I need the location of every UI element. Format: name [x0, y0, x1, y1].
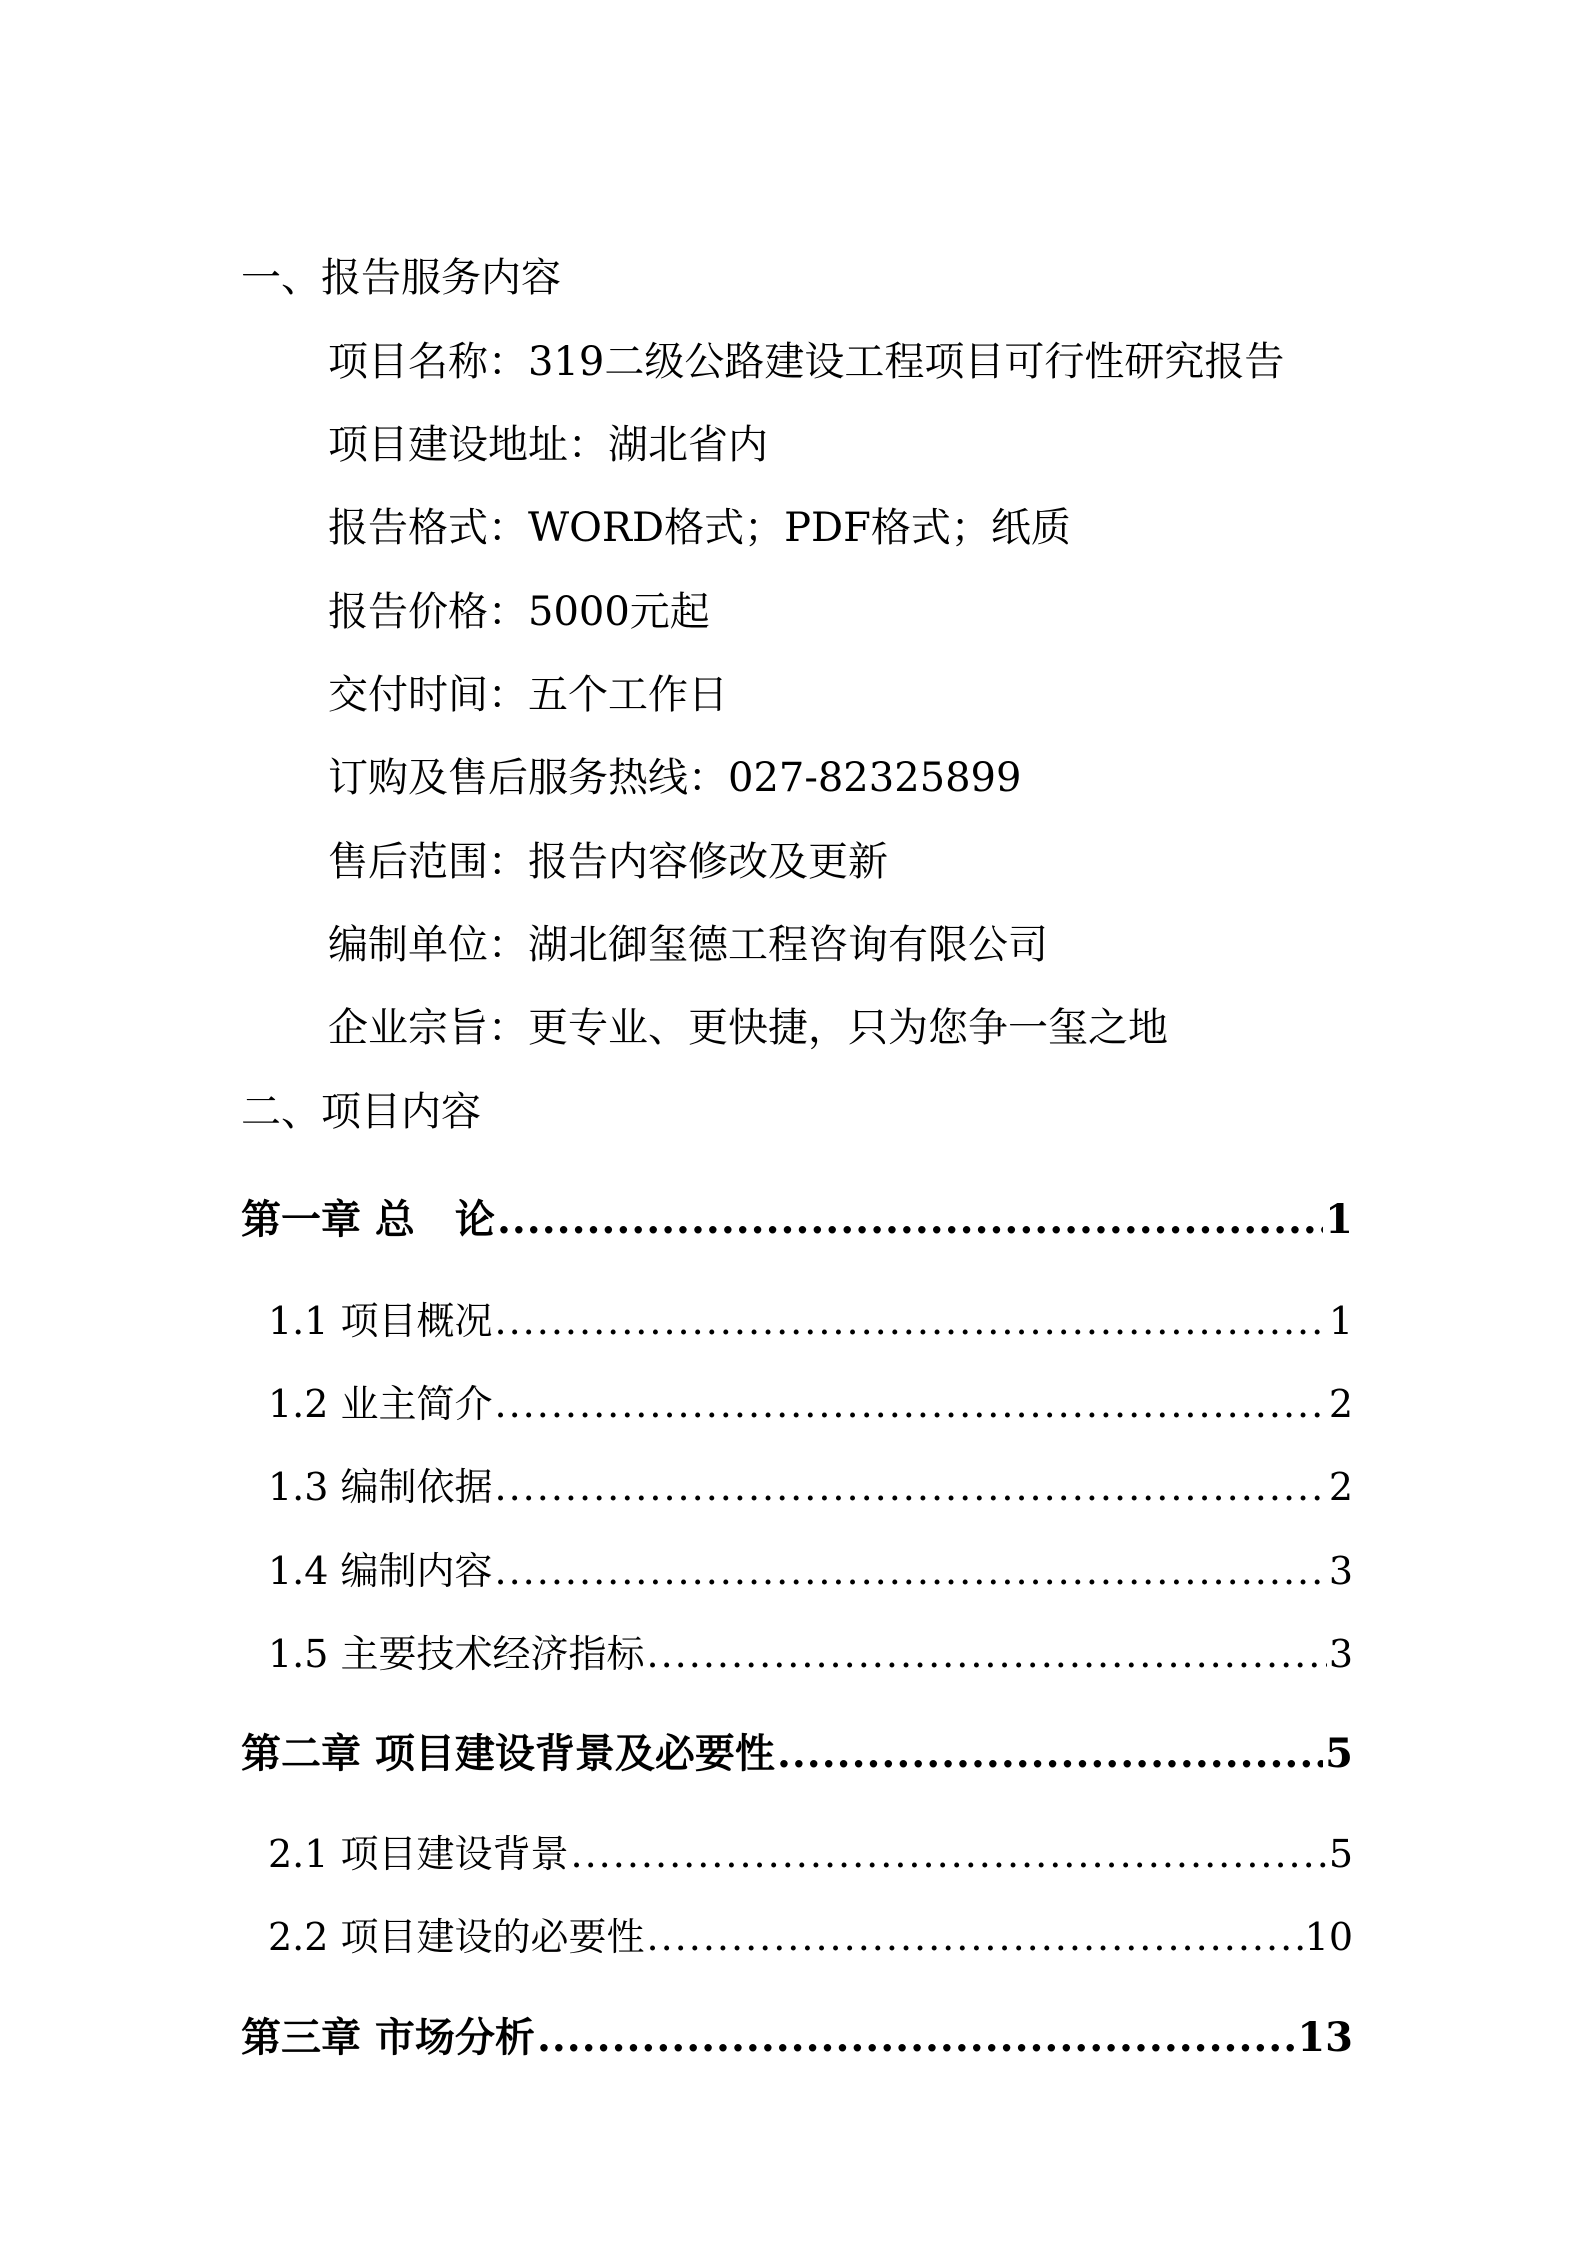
toc-page-number: 5 — [1325, 1730, 1353, 1777]
toc-item-2-2[interactable] — [268, 1906, 1353, 1961]
toc-page-number: 3 — [1328, 1632, 1353, 1676]
toc-title: 1.1 项目概况 — [268, 1299, 493, 1343]
toc-page-number: 1 — [1325, 1196, 1353, 1243]
toc-item-2-1[interactable] — [268, 1823, 1353, 1878]
toc-page-number: 5 — [1328, 1832, 1353, 1876]
info-compiler: 编制单位：湖北御玺德工程咨询有限公司 — [328, 922, 1048, 968]
info-project-location: 项目建设地址：湖北省内 — [328, 422, 768, 468]
info-after-sales-scope: 售后范围：报告内容修改及更新 — [328, 839, 888, 885]
toc-title: 1.5 主要技术经济指标 — [268, 1632, 645, 1676]
toc-title: 第三章 市场分析 — [241, 2014, 535, 2061]
toc-title: 第一章 总 论 — [241, 1196, 495, 1243]
toc-title: 1.4 编制内容 — [268, 1549, 493, 1593]
toc-title: 第二章 项目建设背景及必要性 — [241, 1730, 775, 1777]
toc-leader-dots — [571, 1832, 1327, 1876]
toc-page-number: 1 — [1328, 1299, 1353, 1343]
toc-leader-dots — [497, 1196, 1323, 1243]
info-project-name: 项目名称：319二级公路建设工程项目可行性研究报告 — [328, 339, 1285, 385]
toc-title: 2.1 项目建设背景 — [268, 1832, 569, 1876]
toc-item-1-1[interactable] — [268, 1290, 1353, 1345]
toc-item-1-2[interactable] — [268, 1373, 1353, 1428]
toc-page-number: 2 — [1328, 1382, 1353, 1426]
toc-item-1-5[interactable] — [268, 1623, 1353, 1678]
info-hotline: 订购及售后服务热线：027-82325899 — [328, 755, 1022, 801]
toc-item-1-3[interactable] — [268, 1456, 1353, 1511]
info-company-motto: 企业宗旨：更专业、更快捷，只为您争一玺之地 — [328, 1005, 1168, 1051]
toc-title: 2.2 项目建设的必要性 — [268, 1915, 645, 1959]
toc-chapter-2[interactable] — [241, 1722, 1353, 1779]
service-section-heading: 一、报告服务内容 — [241, 255, 561, 301]
toc-chapter-1[interactable] — [241, 1188, 1353, 1245]
toc-page-number: 10 — [1304, 1915, 1353, 1959]
info-delivery-time: 交付时间：五个工作日 — [328, 672, 728, 718]
toc-chapter-3[interactable] — [241, 2006, 1353, 2063]
toc-leader-dots — [647, 1915, 1303, 1959]
toc-title: 1.3 编制依据 — [268, 1465, 493, 1509]
toc-leader-dots — [495, 1549, 1327, 1593]
toc-leader-dots — [647, 1632, 1327, 1676]
toc-item-1-4[interactable] — [268, 1540, 1353, 1595]
toc-title: 1.2 业主简介 — [268, 1382, 493, 1426]
toc-page-number: 2 — [1328, 1465, 1353, 1509]
toc-page-number: 3 — [1328, 1549, 1353, 1593]
info-report-price: 报告价格：5000元起 — [328, 589, 710, 635]
project-section-heading: 二、项目内容 — [241, 1089, 481, 1135]
info-report-format: 报告格式：WORD格式；PDF格式；纸质 — [328, 505, 1071, 551]
toc-page-number: 13 — [1297, 2014, 1353, 2061]
toc-leader-dots — [495, 1382, 1327, 1426]
toc-leader-dots — [777, 1730, 1323, 1777]
toc-leader-dots — [495, 1299, 1327, 1343]
toc-leader-dots — [537, 2014, 1295, 2061]
toc-leader-dots — [495, 1465, 1327, 1509]
